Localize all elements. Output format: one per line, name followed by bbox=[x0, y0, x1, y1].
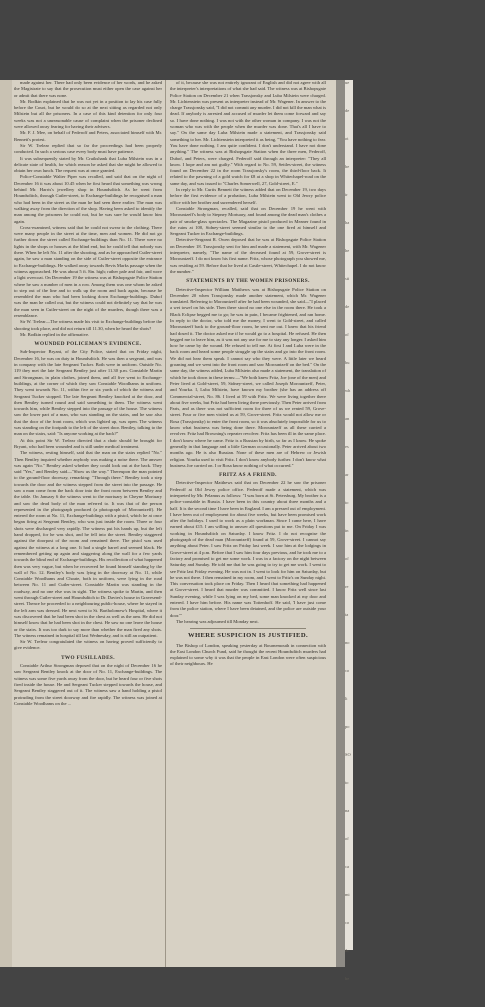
edge-text-fragment: mi bbox=[345, 892, 350, 897]
paragraph: Sir W. Trelear congratulated the witness on having proved sufficiently to give evidence. bbox=[14, 639, 162, 651]
edge-text-fragment: of bbox=[345, 836, 349, 841]
section-divider bbox=[190, 628, 306, 629]
edge-text-fragment: li bbox=[345, 696, 348, 701]
paragraph: Mr. Bodkin replied in the affirmative. bbox=[20, 331, 90, 337]
scan-margin bbox=[0, 80, 12, 967]
edge-text-fragment: to bbox=[345, 500, 349, 505]
edge-text-fragment: wh bbox=[345, 388, 351, 393]
paragraph: At this point Sir W. Trelear directed that a chair should be brought for Bryant, who had been wounded and is still under medical treatment. bbox=[14, 437, 162, 449]
paragraph: Constable Strongman, recalled, said that on December 19 he went with Morountzeff's body to Stepney Mortuary, and found among the dead man's clothes a pair of smoke-glass spectacles. The Magazine pistol produced in Meaner found in the ruins at 100, Sidney-street seemed similar to the one fired at himself and Sergeant Tucker in Exchange-buildings. bbox=[170, 205, 326, 237]
edge-text-fragment: of bbox=[345, 332, 349, 337]
paragraph: Sub-Inspector Bryant, of the City Police, stated that on Friday night, December 16, he was on duty in Houndsditch. He was then a sergeant, and was in company with the late Sergeant Tucker. Both were in uniform. Outside No. 119 they met the late Sergeant Bentley just after 11.30 p.m. Constable Martin and Strongman, in plain clothes, joined them, and all five went to Exchange-buildings, at the corner of which they saw Constable Woodhams in uniform. They went towards No. 11, within five or six yards of which the witness and Sergeant Tucker stopped. The late Sergeant Bentley knocked at the door, and then Bentley turned round and said something to them. The witness went towards him, while Bentley stepped into the passage of the house. The witness saw the lower part of a man, who was standing on the stairs, and he saw also that the door of the front room, which was lighted up, was open. The witness was standing on the footpath to the left of the street door. Bentley, talking to the man on the stairs, said: "Is anyone working at the back?" bbox=[14, 349, 162, 437]
edge-text-fragment: ue bbox=[345, 80, 350, 85]
edge-text-fragment: sti bbox=[345, 276, 350, 281]
edge-text-fragment: ha bbox=[345, 220, 350, 225]
paragraph-group bbox=[170, 480, 326, 625]
paragraph-group bbox=[14, 80, 162, 338]
column-rule bbox=[165, 80, 166, 967]
paragraph: of it, because she was not entirely ignorant of English and did not agree with all the interpreter's interpretations of what she had said. The witness was at Bishopsgate Police Station on December 21 when Trassjonsky and Luba Milstein were charged. Mr. Lichtenstein was present as interpreter instead of Mr. Wagener. In answer to the charge Trassjonsky said, "I did not commit any murder. I did not kill the man what is dead. If anybody is arrested and accused of murder let them come forward and say so. I have done nothing. I was not with the other woman in company. I was not the woman who was with the people when the murder was done. That's all I have to say." On the same day Luba Milstein made a statement, and Trassjonsky said something to her. Mr. Lichtenstein interpreted it as being, "You have nothing to fear. You have done nothing. I am quite confident. I don't understand. I have not done anything." The witness was at Bishopsgate Station when the three men, Federoff, Dubof, and Peters, were charged. Federoff said through an interpreter: "They all know. I hope and am not guilty." With regard to No. 59, Settles-street, the witness found on December 22 in the room Trassjonsky's room, the third-floor back. It related to the pawning of a gold watch for £8 at a shop in Whitechapel-road on the same day, and was issued to "Charles Somerwell, 27, Gold-street, E." bbox=[170, 80, 326, 186]
edge-text-fragment: of bbox=[345, 556, 349, 561]
paragraph-group bbox=[170, 643, 326, 668]
edge-text-fragment: po bbox=[345, 724, 350, 729]
paragraph: Police-Constable Walter Piper was recalled, and said that on the night of December 16 it was about 10.45 when he first heard that something was wrong behind Mr. Harris's jewellery shop in Houndsditch. As he went from Houndsditch, through Cutler-street, to Exchange-buildings he recognised a man who had been in the street as the man he had seen there earlier. The man was walking away from the direction of the shop. Having been asked to identify the man among the prisoners he could not, but he was sure he would know him again. bbox=[14, 174, 162, 224]
edge-text-fragment: to bbox=[345, 780, 349, 785]
edge-text-fragment: de bbox=[345, 108, 350, 113]
section-heading: FRITZ AS A FRIEND. bbox=[219, 472, 277, 479]
paragraph: made against her. There had only been evidence of her words, and he asked the Magistrate to say that the prosecution must either open the case against her or admit that there was none. bbox=[14, 80, 162, 98]
paragraph: The witness, resting himself, said that the man on the stairs replied "No." Then Bentley inquired whether anybody was making a noise there. The answer was again "No." Bentley asked whether they could look out at the back. They said "Yes," and Bentley said—"Show us the way." Thereupon the man pointed to the ground-floor doorway, remarking: "Through there." Bentley took a step towards the door and the witness stepped from the street into the passage. He saw a man come from the back door into the front room between Bentley and the table. On January 6 the witness went to the mortuary in Cheyne Mortuary and saw the dead body of the man referred to. It was that of the person represented in the photograph produced (a photograph of Morountzeff). He entered the room at No. 11, Exchange-buildings with a pistol, which he at once began firing at Sergeant Bentley, who was just inside the room. Three or four shots were discharged very rapidly. The witness put his hands up, but the left hand dropped, for he was shot, and he fell into the street. Bentley staggered against the doorpost of the room and remained there. The pistol was used against the witness at a long one. It had a single barrel and seemed black. He remembered getting up again and staggering along the wall for a few yards towards the blind end of Exchange-buildings. His recollection of what happened then was very vague, but when he recovered he found himself standing by the wall of No. 12. Bentley's body was lying in the doorway at No. 11, while Constable Woodhams and Choate, both in uniform, were lying in the road between No. 11 and Cutler-street. Constable Martin was standing in the roadway, and no one else was in sight. The witness spoke to Martin, and then went through Cutler-street and Houndsditch to Dr. Davies's house in Gravesend-street. Thence he proceeded to a neighbouring public-house, where he stayed in the left arm was dressed. He next went to St. Bartholomew's Hospital, where it was discovered that he had been shot in the chest as well as the arm. He did not himself know that he had been shot in the chest. He saw no one leave the house or the stairs. It was too dark to say more than whether the man fired any shots. The witness remained in hospital till last Wednesday, and is still an outpatient. bbox=[14, 450, 162, 638]
adjacent-column-fragment bbox=[345, 80, 353, 981]
fold-shadow bbox=[336, 80, 345, 967]
edge-text-fragment: be bbox=[345, 976, 350, 981]
edge-text-fragment: no bbox=[345, 640, 350, 645]
paragraph-group bbox=[14, 349, 162, 651]
edge-text-fragment: de bbox=[345, 304, 350, 309]
section-heading: TWO FUSILLADES. bbox=[61, 654, 115, 661]
paragraph: Sir W. Trelear replied that so far the proceedings had been properly conducted. In such a serious case every body must have patience. bbox=[14, 142, 162, 155]
edge-text-fragment: ot bbox=[345, 136, 349, 141]
edge-text-fragment: ta bbox=[345, 612, 349, 617]
paragraph-group bbox=[170, 287, 326, 470]
newspaper-scan bbox=[0, 80, 336, 967]
edge-text-fragment: na bbox=[345, 808, 350, 813]
edge-text-fragment: bu bbox=[345, 360, 350, 365]
edge-text-fragment: SO bbox=[345, 752, 351, 757]
article-column-left bbox=[14, 80, 162, 967]
edge-text-fragment: co bbox=[345, 668, 350, 673]
article-column-right bbox=[170, 80, 326, 967]
section-heading: STATEMENTS BY THE WOMEN PRISONERS. bbox=[186, 278, 310, 285]
edge-text-fragment: ir bbox=[345, 192, 348, 197]
paragraph: Mr. F. J. Mee, on behalf of Federoff and Peters, associated himself with Mr. Bennett's protest. bbox=[14, 130, 162, 142]
paragraph: Mr. Bodkin explained that he was not yet in a position to lay his case fully before the Court, but he would do so at the next sitting as regarded not only Milstein but all the prisoners. In a case of this kind detention for only four weeks was not a unreasonable cause of complaint when the prisoner declined were allowed away fearing for having their advisers. bbox=[14, 98, 162, 130]
paragraph: The Bishop of London, speaking yesterday at Bournemouth in connection with the East London Church Fund, said he thought the recent Houndsditch murders had explained to some why it was that the people in East London were often suspicious of their neighbours. He bbox=[170, 642, 326, 667]
paragraph-group bbox=[170, 80, 326, 275]
edge-text-fragment: th bbox=[345, 948, 349, 953]
edge-text-fragment: ar bbox=[345, 472, 349, 477]
section-heading: WOUNDED POLICEMAN'S EVIDENCE. bbox=[34, 341, 142, 348]
edge-text-fragment: be bbox=[345, 164, 350, 169]
edge-text-fragment: co bbox=[345, 920, 350, 925]
paragraph: Detective-Inspector Matthews said that on December 22 he saw the prisoner Federoff at Old Jewry police office. Federoff made a statement, which was interpreted by Mr. Pelamus as follows: "I was born at St. Petersburg. My brother is a police-constable in Russia. I have been in this country about three months and a half. It is the second time I have been in England. I am a pressed out of employment. I have been out of employment for about five weeks, but have been promised work after the holidays. I used to work as a plain workman. Since I came here, I have earned about £15. I am willing to answer all questions put to me. On Friday I was working in Houndsditch on Saturday. I know Fritz. I do not recognise the photograph of the dead man (Morountzeff) found at 59, Grove-street. I cannot say anything about Peter. I saw Fritz on Friday last week. I saw him at the lodgings in Grove-street at 4 p.m. Before that I saw him four days previous, and he took me to a factory and promised to get me some work. I was in a factory on the night between Saturday and Sunday. He told me that he was going to try to get me work. I went to see Fritz last Friday evening. He was not in. I went to look for him on Saturday, but he was not there. I then remained in my room, and I went to Fritz's on Sunday night. This conversation took place on Friday. Then I heard that something had happened at Grove-street. I heard that murder was committed. I know Fritz well since last Sunday evening, while I was lying on my bed, some man knocked at my door and entered. I have him before. His name was Tottenhoff. He said, 'I have just come from the police station, where I have been detained, and the police are outside your door.'" bbox=[170, 480, 326, 618]
article-headline: WHERE SUSPICION IS JUSTIFIED. bbox=[187, 632, 309, 640]
edge-text-fragment: he bbox=[345, 248, 350, 253]
edge-text-fragment: ca bbox=[345, 864, 349, 869]
paragraph: Detective-Sergeant R. Owen deposed that he was at Bishopsgate Police Station on December 18. Trassjonsky sent for him and made a statement, with Mr. Wagener interpreter, namely, "The name of the deceased found at 59, Grove-street is Morountzeff. I do not know his first name. Fritz, whose photograph you showed me, was residing at 59. Before that he lived at Castle-street, Whitechapel. I do not know the number." bbox=[170, 237, 326, 274]
edge-text-fragment: an bbox=[345, 416, 350, 421]
edge-text-fragment: re bbox=[345, 584, 349, 589]
paragraph-group bbox=[14, 663, 162, 707]
paragraph: Cross-examined, witness said that he could not swear to the clothing. There were many people in the street at the time, men and women. He did not go further down the street called Exchange-buildings than No. 11. There were no lights in the shops or houses at the blind end, but he could tell that nobody was there. When he left No. 11 after the shooting, and as he approached Cutler-street again, he saw a man standing on the side of Cutler-street opposite the entrance to Exchange-buildings. He walked away towards Bevis Marks passage when the witness approached. He was about 5 ft. 8in. high; rather pale and fair, and wore a light overcoat. On December 19 the witness was at Bishopsgate Police Station where he saw a number of men in a row. Among them was one whom he asked to step out of the line and to walk up the room and back again, because he resembled the man who had been looking down Exchange-buildings. Dubof was the man he called out, but the witness could not definitely say that he was the man seen in Cutler-street on the night of the murders, though there was a resemblance. bbox=[14, 224, 162, 318]
paragraph: Detective-Inspector William Matthews was at Bishopsgate Police Station on December 20 when Trassjonsky made another statement, which Mr. Wagener translated. Referring to Morountzeff after he had been wounded, she said—"I placed a wet towel on his side. Then there stood no one else in the room there. He took a Black Eclipse begged me to go; he was in pain, I became frightened, and ran home. In reply to the doctor, who told me the money, I went to Gold-street, and called Morountzeff back to the ground-floor room, he sent me out. I knew that his friend had dosed it. The doctor asked me if he would go to a hospital. He refused. He then begged me to leave him, as it was not any use for me to stay any longer. I asked him how he came by the wound. He refused to tell me. At first I and Luba were in the back room and heard some people struggle up the stairs and go into the front room. We did not hear them speak. I cannot say who they were. A little later we heard groaning and we went into the front room and saw Morountzeff on the bed." On the same day, the witness added, Luba Milstein also made a statement, the translation of which he took down in these terms:—"We both knew Fritz, Joe (one of the men) and Peter lived at Gold-street, 59, Sidney-street, we called Joseph Morountzeff, Peter, and Yourka. I, Luba Milstein, have known my brother (she has an address off Commercial-street, No. 86. I lived at 59 with Fritz. We were living together there about five weeks, but Fritz had been living there previously. Then Peter arrived from Paris, and as there was not sufficient room for three of us we rented 59, Grove-street. Four or five men visited us at 59, Grove-street. Fritz would not allow me or Rosa (Trassjonsky) to enter the front room, so it was absolutely impossible for us to know what business was being done there. Morountzeff as all these carried a revolver. Fritz had Browning's repeater revolver. Fritz has been ill in the same place. I don't know where he came. Fritz is a Russian by birth, so far as I know. He spoke generally in that language and a little German occasionally. Peter arrived about two months ago. He is also Russian. None of these men are of Hebrew or Jewish religion. Yourka used to visit Fritz. I don't know anybody further. I don't know what business Joe carried on. I or Rosa know nothing of what occurred." bbox=[170, 286, 326, 468]
paragraph: Constable Arthur Strongman deposed that on the night of December 16 he saw Sergeant Bentley knock at the door of No. 11, Exchange-buildings. The witness was some five yards away from the door, but he heard four or five shots fired inside the house. He and Sergeant Tucker stepped towards the house, and Sergeant Bentley staggered out of it. The witness saw a hand holding a pistol protruding from the street doorway and fire rapidly. The witness was joined at Constable Woodhams on the ... bbox=[14, 663, 162, 706]
edge-text-fragment: es bbox=[345, 444, 349, 449]
paragraph: In reply to Mr. Curtis Bennett the witness added that on December 19, two days before the first evidence of a probation, Luba Milstein went to Old Jewry police office with her brother and surrendered herself. bbox=[170, 187, 326, 205]
paragraph: Sir W. Trelear—The witness made his visit to Exchange-buildings before the shooting took place, and did not return till 11.30, when he heard the shots? bbox=[14, 319, 162, 331]
paragraph: The hearing was adjourned till Monday next. bbox=[176, 618, 259, 624]
edge-text-fragment: in bbox=[345, 528, 349, 533]
paragraph: It was subsequently stated by Mr. Cruikshank that Luba Milstein was in a delicate state of health, for which reason he asked that she might be allowed to obtain her own lunch. The request was at once granted. bbox=[14, 155, 162, 174]
